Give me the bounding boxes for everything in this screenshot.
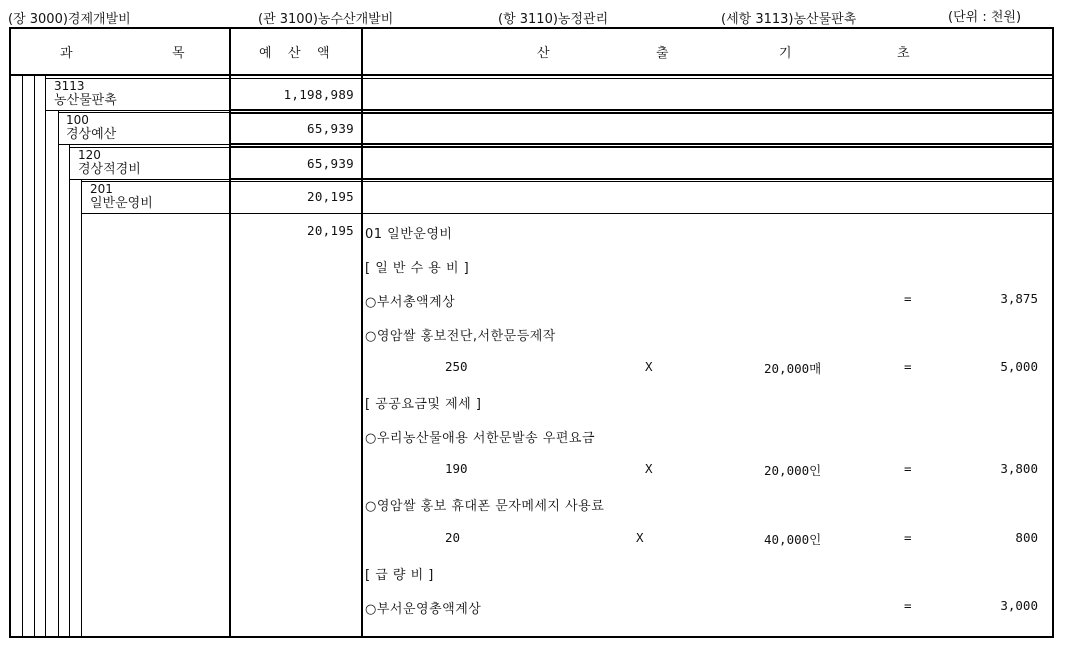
col-basis-3: 기 xyxy=(779,46,792,61)
unit-label: (단위 : 천원) xyxy=(948,10,1022,25)
row-rule-r8 xyxy=(229,213,1054,214)
item2-equals: = xyxy=(904,359,912,374)
col-basis-2: 출 xyxy=(656,46,669,61)
sehang-label: (세항 3113)농산물판촉 xyxy=(721,12,857,27)
tree-line-2 xyxy=(45,76,46,638)
row-rule-r3 xyxy=(229,112,1054,114)
col-basis-4: 초 xyxy=(897,46,910,61)
tree-line-5 xyxy=(81,179,82,638)
row-name-201: 일반운영비 xyxy=(90,196,153,211)
row-rule-b xyxy=(45,110,231,111)
row-code-100: 100 xyxy=(66,113,89,127)
col-basis-1: 산 xyxy=(537,46,550,61)
col-budget-3: 액 xyxy=(317,46,330,61)
row-rule-r6 xyxy=(229,178,1054,180)
section-public-utilities: [ 공공요금및 제세 ] xyxy=(365,397,482,412)
item2-price: 20,000매 xyxy=(764,361,822,376)
item2-qty: 250 xyxy=(445,359,468,374)
row-rule-r4 xyxy=(229,143,1054,145)
item-postage: ○우리농산물애용 서한문발송 우편요금 xyxy=(365,431,596,446)
section-general-supplies: [ 일 반 수 용 비 ] xyxy=(365,261,470,276)
col-budget-2: 산 xyxy=(288,46,301,61)
item2-value: 5,000 xyxy=(1000,359,1038,374)
item-dept-total: ○부서총액계상 xyxy=(365,295,456,310)
item-leaflet-production: ○영암쌀 홍보전단,서한문등제작 xyxy=(365,329,556,344)
row-code-120: 120 xyxy=(78,148,101,162)
detail-title: 01 일반운영비 xyxy=(365,227,453,242)
col-subject-1: 과 xyxy=(60,46,73,61)
tree-line-1 xyxy=(34,76,35,638)
item2-times: X xyxy=(645,359,653,374)
item3-qty: 190 xyxy=(445,461,468,476)
jang-label: (장 3000)경제개발비 xyxy=(8,12,131,27)
row-rule-h xyxy=(81,213,231,214)
item4-equals: = xyxy=(904,530,912,545)
row-amount-201: 20,195 xyxy=(307,189,354,204)
hang-label: (항 3110)농정관리 xyxy=(498,12,609,27)
item3-value: 3,800 xyxy=(1000,461,1038,476)
item4-times: X xyxy=(636,530,644,545)
item-dept-operating-total: ○부서운영총액계상 xyxy=(365,602,482,617)
col-budget-1: 예 xyxy=(259,46,272,61)
item3-times: X xyxy=(645,461,653,476)
row-code-201: 201 xyxy=(90,182,113,196)
item4-price: 40,000인 xyxy=(764,532,822,547)
row-name-3113: 농산물판촉 xyxy=(54,93,117,108)
item-sms-fee: ○영암쌀 홍보 휴대폰 문자메세지 사용료 xyxy=(365,499,605,514)
row-rule-r5 xyxy=(229,146,1054,148)
item5-equals: = xyxy=(904,598,912,613)
item1-equals: = xyxy=(904,291,912,306)
item1-value: 3,875 xyxy=(1000,291,1038,306)
item3-equals: = xyxy=(904,461,912,476)
row-code-3113: 3113 xyxy=(54,79,85,93)
row-rule-d xyxy=(58,144,231,145)
header-rule xyxy=(9,74,1054,76)
row-name-120: 경상적경비 xyxy=(78,162,141,177)
row-name-100: 경상예산 xyxy=(66,127,117,142)
item4-qty: 20 xyxy=(445,530,461,545)
row-rule-r7 xyxy=(229,181,1054,182)
item3-price: 20,000인 xyxy=(764,463,822,478)
tree-line-0 xyxy=(22,76,23,638)
tree-line-4 xyxy=(69,145,70,638)
row-amount-120: 65,939 xyxy=(307,156,354,171)
gwan-label: (관 3100)농수산개발비 xyxy=(258,12,394,27)
col-subject-2: 목 xyxy=(172,46,185,61)
row-rule-r2 xyxy=(229,109,1054,111)
row-amount-3113: 1,198,989 xyxy=(283,87,354,102)
detail-amount: 20,195 xyxy=(307,223,354,238)
col-divider-2 xyxy=(361,27,363,638)
col-divider-1 xyxy=(229,27,231,638)
tree-line-3 xyxy=(58,111,59,638)
section-meal-allowance: [ 급 량 비 ] xyxy=(365,568,434,583)
row-amount-100: 65,939 xyxy=(307,121,354,136)
row-rule-r1 xyxy=(229,78,1054,79)
item4-value: 800 xyxy=(1015,530,1038,545)
row-rule-f xyxy=(69,179,231,180)
item5-value: 3,000 xyxy=(1000,598,1038,613)
